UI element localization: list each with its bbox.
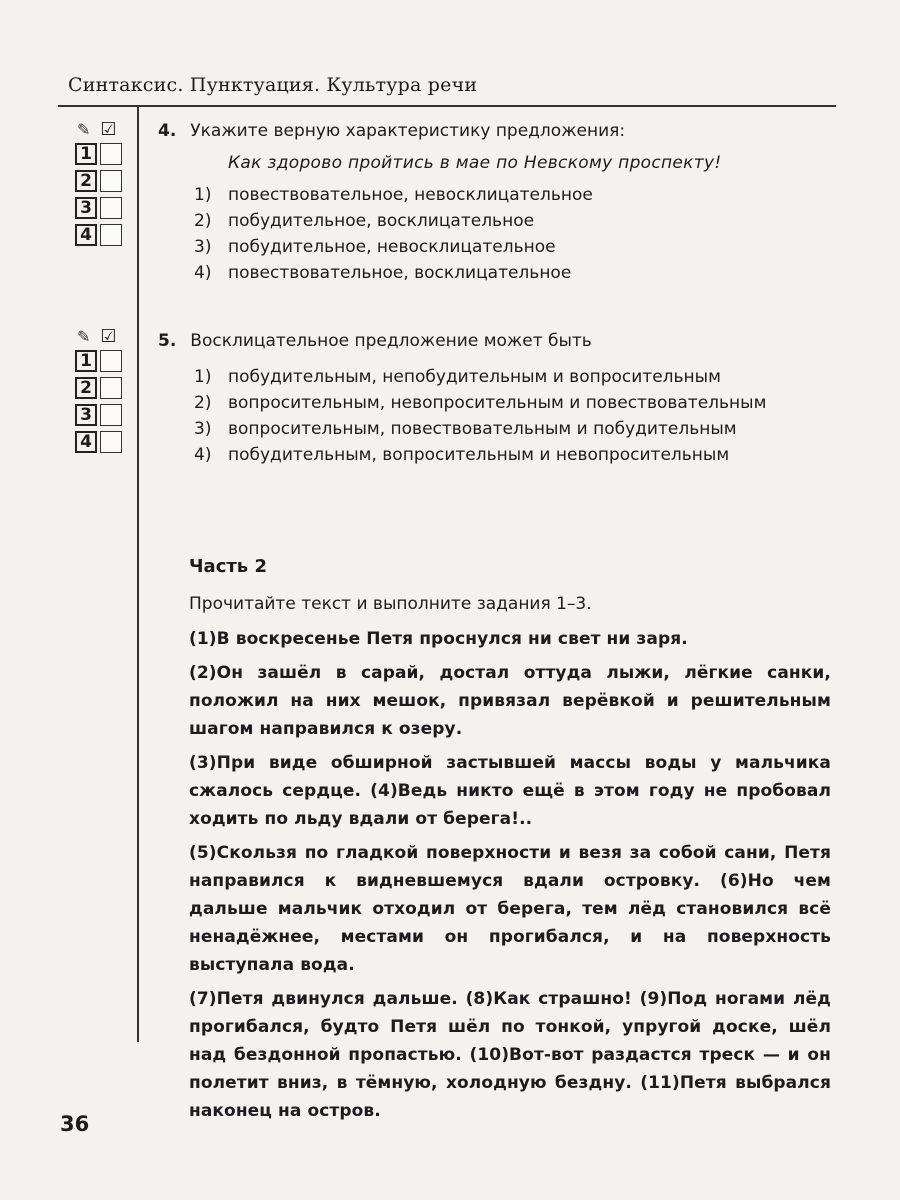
margin-rule	[137, 106, 139, 1042]
answer-checkbox[interactable]	[100, 350, 122, 372]
answer-checkbox[interactable]	[100, 224, 122, 246]
part-2	[189, 556, 831, 1125]
option-number: 2)	[194, 393, 212, 413]
option	[194, 234, 838, 260]
answer-number: 2	[75, 377, 97, 399]
option	[194, 416, 838, 442]
answer-number: 4	[75, 224, 97, 246]
part-title: Часть 2	[189, 556, 267, 577]
option-text: вопросительным, повествовательным и побудительным	[228, 419, 737, 439]
option-text: повествовательное, невосклицательное	[228, 185, 593, 205]
task-question-text: Укажите верную характеристику предложения:	[190, 121, 626, 141]
option-number: 3)	[194, 237, 212, 257]
option-text: побудительным, вопросительным и невопросительным	[228, 445, 730, 465]
option-text: повествовательное, восклицательное	[228, 263, 572, 283]
option-number: 4)	[194, 445, 212, 465]
option-number: 4)	[194, 263, 212, 283]
answer-grid-task-4	[75, 120, 131, 251]
option-number: 1)	[194, 367, 212, 387]
option	[194, 390, 838, 416]
answer-checkbox[interactable]	[100, 170, 122, 192]
option	[194, 260, 838, 286]
option-text: побудительное, невосклицательное	[228, 237, 556, 257]
text-paragraph: (7)Петя двинулся дальше. (8)Как страшно! (9)Под ногами лёд прогибался, будто Петя шёл по тонкой, упругой доске, шёл над бездонной пропастью. (10)Вот-вот раздастся треск — и он полетит вниз, в тёмную, холодную бездну. (11)Петя выбрался наконец на остров.	[189, 989, 831, 1121]
option	[194, 208, 838, 234]
option-text: вопросительным, невопросительным и повествовательным	[228, 393, 767, 413]
option-text: побудительное, восклицательное	[228, 211, 535, 231]
text-paragraph: (3)При виде обширной застывшей массы воды у мальчика сжалось сердце. (4)Ведь никто ещё в этом году не пробовал ходить по льду вдали от берега!..	[189, 753, 831, 829]
answer-checkbox[interactable]	[100, 377, 122, 399]
option-number: 1)	[194, 185, 212, 205]
pencil-icon: ✎	[77, 327, 91, 346]
task-question-text: Восклицательное предложение может быть	[190, 331, 592, 351]
answer-grid-task-5	[75, 327, 131, 458]
answer-checkbox[interactable]	[100, 431, 122, 453]
text-paragraph: (1)В воскресенье Петя проснулся ни свет ни заря.	[189, 629, 688, 649]
checkmark-icon: ☑	[100, 326, 117, 347]
task-example: Как здорово пройтись в мае по Невскому проспекту!	[228, 153, 722, 173]
answer-checkbox[interactable]	[100, 404, 122, 426]
answer-number: 3	[75, 404, 97, 426]
checkmark-icon: ☑	[100, 119, 117, 140]
task-question	[158, 118, 838, 144]
page-number: 36	[60, 1112, 90, 1136]
page-header: Синтаксис. Пунктуация. Культура речи	[68, 74, 478, 96]
option	[194, 364, 838, 390]
option-number: 3)	[194, 419, 212, 439]
answer-number: 1	[75, 143, 97, 165]
reading-text	[189, 625, 831, 1125]
text-paragraph: (5)Скользя по гладкой поверхности и везя за собой сани, Петя направился к видневшемуся вдали островку. (6)Но чем дальше мальчик отходил от берега, тем лёд становился всё ненадёжнее, местами он прогибался, и на поверхность выступала вода.	[189, 843, 831, 975]
answer-checkbox[interactable]	[100, 197, 122, 219]
answer-number: 3	[75, 197, 97, 219]
option	[194, 182, 838, 208]
answer-checkbox[interactable]	[100, 143, 122, 165]
answer-number: 1	[75, 350, 97, 372]
option-number: 2)	[194, 211, 212, 231]
task-number: 5.	[158, 331, 177, 351]
task-5	[158, 328, 838, 468]
answer-number: 2	[75, 170, 97, 192]
option-text: побудительным, непобудительным и вопросительным	[228, 367, 721, 387]
option	[194, 442, 838, 468]
task-number: 4.	[158, 121, 177, 141]
text-paragraph: (2)Он зашёл в сарай, достал оттуда лыжи, лёгкие санки, положил на них мешок, привязал верёвкой и решительным шагом направился к озеру.	[189, 663, 831, 739]
task-4	[158, 118, 838, 286]
answer-number: 4	[75, 431, 97, 453]
part-instruction: Прочитайте текст и выполните задания 1–3.	[189, 594, 592, 614]
header-rule	[58, 105, 836, 107]
pencil-icon: ✎	[77, 120, 91, 139]
task-question	[158, 328, 838, 354]
